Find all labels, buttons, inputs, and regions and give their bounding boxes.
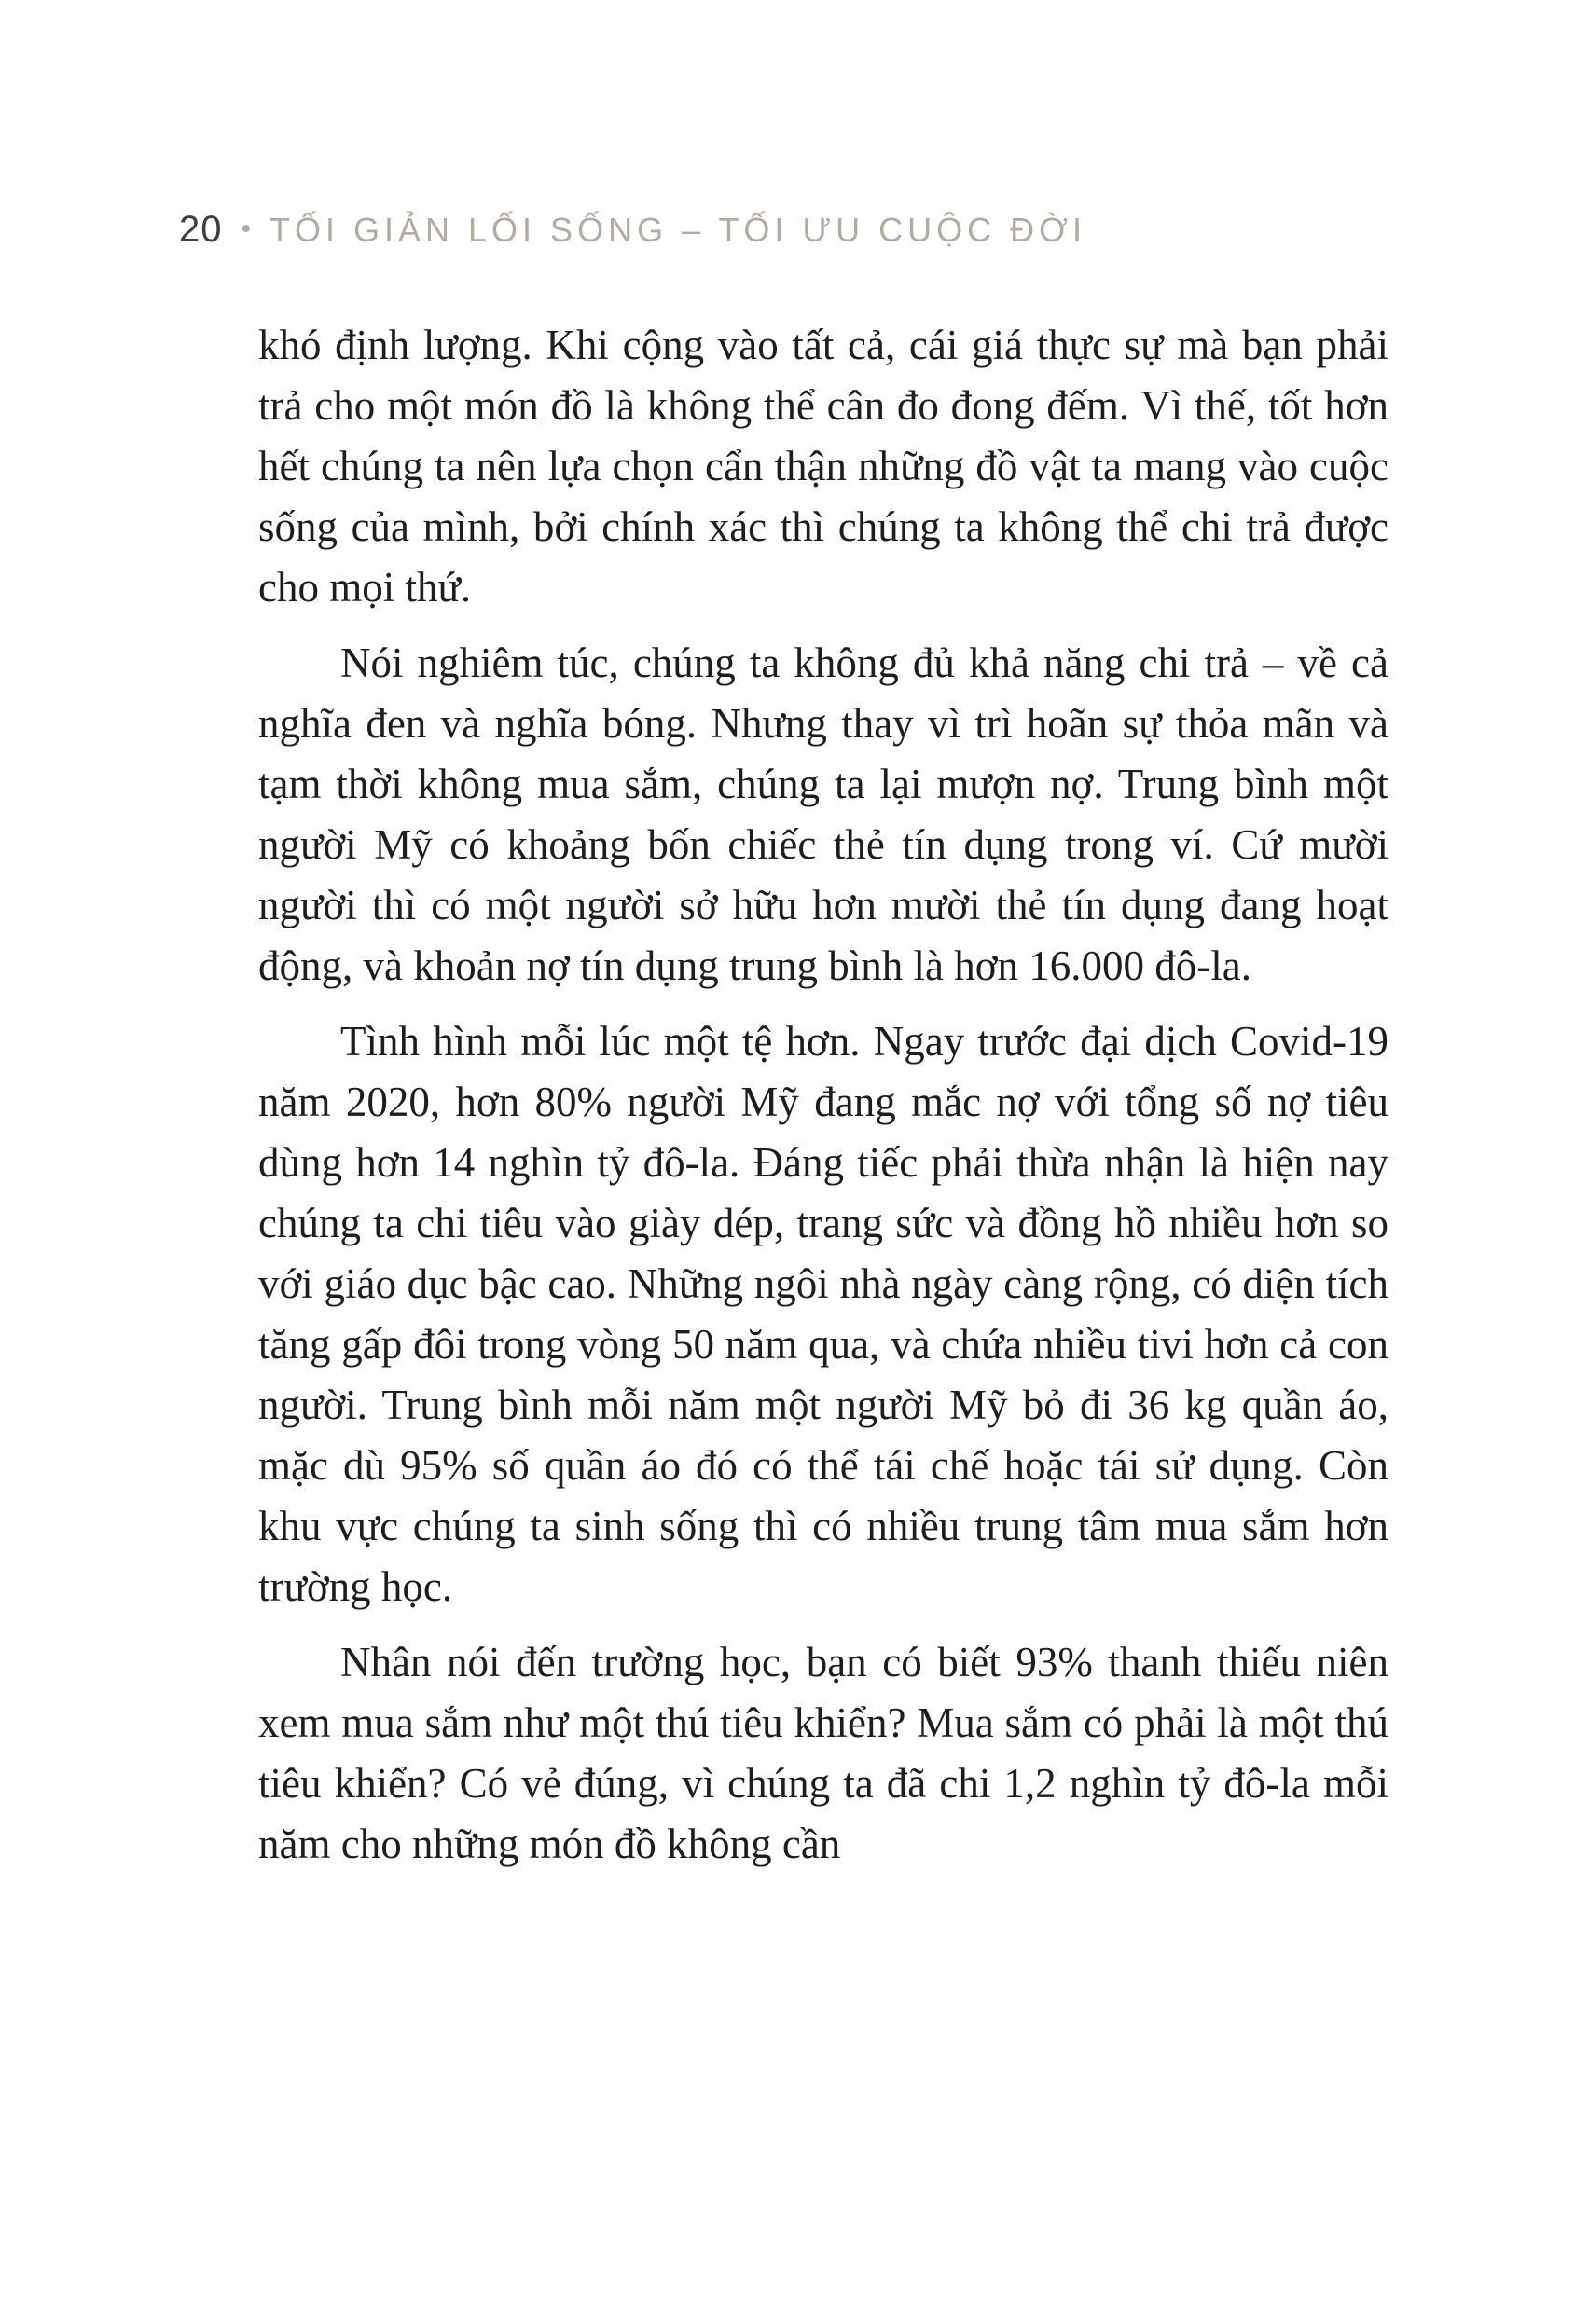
running-title: TỐI GIẢN LỐI SỐNG – TỐI ƯU CUỘC ĐỜI: [269, 211, 1087, 249]
page-body: [258, 315, 1388, 1890]
running-header: [179, 209, 1407, 251]
paragraph: Tình hình mỗi lúc một tệ hơn. Ngay trước đại dịch Covid-19 năm 2020, hơn 80% người Mỹ đang mắc nợ với tổng số nợ tiêu dùng hơn 14 nghìn tỷ đô-la. Đáng tiếc phải thừa nhận là hiện nay chúng ta chi tiêu vào giày dép, trang sức và đồng hồ nhiều hơn so với giáo dục bậc cao. Những ngôi nhà ngày càng rộng, có diện tích tăng gấp đôi trong vòng 50 năm qua, và chứa nhiều tivi hơn cả con người. Trung bình mỗi năm một người Mỹ bỏ đi 36 kg quần áo, mặc dù 95% số quần áo đó có thể tái chế hoặc tái sử dụng. Còn khu vực chúng ta sinh sống thì có nhiều trung tâm mua sắm hơn trường học.: [258, 1018, 1388, 1610]
paragraph: Nói nghiêm túc, chúng ta không đủ khả năng chi trả – về cả nghĩa đen và nghĩa bóng. Nhưng thay vì trì hoãn sự thỏa mãn và tạm thời không mua sắm, chúng ta lại mượn nợ. Trung bình một người Mỹ có khoảng bốn chiếc thẻ tín dụng trong ví. Cứ mười người thì có một người sở hữu hơn mười thẻ tín dụng đang hoạt động, và khoản nợ tín dụng trung bình là hơn 16.000 đô-la.: [258, 639, 1388, 989]
bullet-separator-icon: •: [241, 213, 252, 244]
paragraph: Nhân nói đến trường học, bạn có biết 93% thanh thiếu niên xem mua sắm như một thú tiêu khiển? Mua sắm có phải là một thú tiêu khiển? Có vẻ đúng, vì chúng ta đã chi 1,2 nghìn tỷ đô-la mỗi năm cho những món đồ không cần: [258, 1639, 1388, 1867]
paragraph-continuation: khó định lượng. Khi cộng vào tất cả, cái giá thực sự mà bạn phải trả cho một món đồ là không thể cân đo đong đếm. Vì thế, tốt hơn hết chúng ta nên lựa chọn cẩn thận những đồ vật ta mang vào cuộc sống của mình, bởi chính xác thì chúng ta không thể chi trả được cho mọi thứ.: [258, 322, 1388, 611]
page-number: 20: [179, 209, 223, 250]
